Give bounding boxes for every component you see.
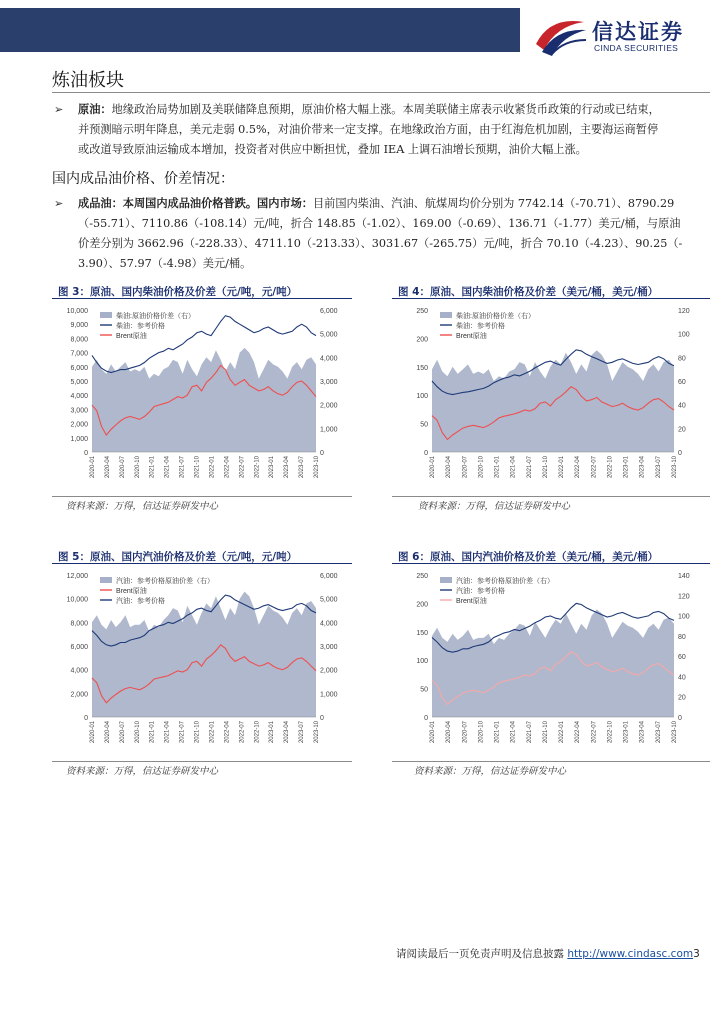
y-right-tick-label: 120 (678, 593, 690, 601)
x-tick-label: 2021-10 (542, 721, 549, 744)
y-right-tick-label: 3,000 (320, 379, 338, 386)
x-tick-label: 2020-10 (134, 456, 141, 479)
y-right-tick-label: 1,000 (320, 691, 338, 699)
figure-5-source: 资料来源：万得，信达证券研发中心 (66, 766, 219, 777)
y-left-tick-label: 250 (416, 573, 428, 580)
x-tick-label: 2021-01 (494, 721, 501, 744)
y-left-tick-label: 0 (424, 450, 428, 457)
chart-legend (440, 576, 554, 605)
y-right-tick-label: 4,000 (320, 355, 338, 363)
crude-paragraph (54, 100, 710, 160)
y-left-tick-label: 4,000 (70, 393, 88, 401)
bullet-arrow-icon: ➢ (54, 197, 64, 210)
x-tick-label: 2020-07 (119, 721, 126, 744)
crude-line-2: 并预测暗示明年降息，美元走弱 0.5%，对油价带来一定支撑。在地缘政治方面，由于红海危机加剧，主要海运商暂停 (78, 123, 659, 136)
legend-label: 柴油:原油价格价差（右） (456, 313, 535, 320)
legend-label: 柴油:原油价格价差（右） (116, 313, 195, 320)
x-tick-label: 2022-10 (607, 721, 614, 744)
x-tick-label: 2021-07 (179, 456, 186, 479)
x-tick-label: 2022-07 (239, 721, 246, 744)
y-left-tick-label: 6,000 (70, 644, 88, 651)
x-tick-label: 2021-04 (510, 721, 517, 744)
section-title: 炼油板块 (52, 70, 124, 91)
x-tick-label: 2020-01 (90, 456, 96, 479)
x-tick-label: 2020-10 (134, 721, 141, 744)
y-left-tick-label: 3,000 (70, 407, 88, 415)
x-tick-label: 2023-07 (655, 456, 662, 479)
legend-label: 柴油：参考价格 (456, 323, 505, 330)
y-right-tick-label: 20 (678, 426, 686, 434)
figure-3-rule (52, 298, 352, 299)
y-left-tick-label: 7,000 (70, 350, 88, 358)
x-tick-label: 2020-04 (104, 721, 111, 744)
y-right-tick-label: 6,000 (320, 573, 338, 580)
figure-6-title: 图 6：原油、国内汽油价格及价差（美元/桶，美元/桶） (398, 551, 659, 563)
y-left-tick-label: 5,000 (70, 379, 88, 386)
y-left-tick-label: 2,000 (70, 421, 88, 429)
y-right-tick-label: 0 (320, 715, 324, 722)
x-tick-label: 2020-10 (478, 721, 485, 744)
y-right-tick-label: 60 (678, 379, 686, 386)
x-tick-label: 2022-04 (224, 721, 231, 744)
chart-svg (392, 300, 710, 496)
figure-4-title: 图 4：原油、国内柴油价格及价差（美元/桶，美元/桶） (398, 286, 659, 298)
legend-label: 汽油：参考价格 (456, 588, 505, 595)
sub-title: 国内成品油价格、价差情况： (52, 171, 234, 187)
y-left-tick-label: 0 (84, 450, 88, 457)
x-tick-label: 2020-04 (446, 721, 453, 744)
crude-label: 原油： (78, 103, 112, 116)
x-tick-label: 2021-10 (194, 721, 201, 744)
legend-swatch (100, 577, 112, 583)
crude-line-3: 或改道导致原油运输成本增加，投资者对供应中断担忧，叠加 IEA 上调石油增长预期，油价大幅上涨。 (78, 143, 587, 156)
y-right-tick-label: 40 (678, 402, 686, 410)
products-paragraph (54, 194, 710, 274)
y-left-tick-label: 250 (416, 308, 428, 315)
y-left-tick-label: 12,000 (66, 573, 88, 580)
legend-label: 汽油：参考价格原油价差（右） (456, 578, 554, 585)
x-tick-label: 2022-01 (209, 456, 216, 479)
products-bold-text: 本周国内成品油价格普跌。国内市场： (122, 197, 313, 210)
legend-swatch (440, 577, 452, 583)
x-tick-label: 2021-01 (494, 456, 501, 479)
legend-label: Brent原油 (456, 333, 487, 340)
y-left-tick-label: 4,000 (70, 667, 88, 675)
y-right-tick-label: 120 (678, 308, 690, 315)
y-left-tick-label: 10,000 (66, 308, 88, 315)
legend-label: 汽油：参考价格 (116, 598, 165, 605)
products-label: 成品油： (78, 197, 123, 210)
y-left-tick-label: 8,000 (70, 620, 88, 628)
x-tick-label: 2023-01 (269, 456, 276, 479)
logo-text-cn: 信达证券 (592, 20, 684, 44)
y-right-tick-label: 0 (678, 715, 682, 722)
x-tick-label: 2023-07 (299, 721, 306, 744)
y-right-tick-label: 3,000 (320, 644, 338, 651)
products-line-1: 目前国内柴油、汽油、航煤周均价分别为 7742.14（-70.71）、8790.29 (312, 197, 675, 210)
legend-swatch (440, 312, 452, 318)
y-left-tick-label: 100 (416, 393, 428, 401)
figure-3-title: 图 3：原油、国内柴油价格及价差（元/吨，元/吨） (58, 286, 298, 298)
figure-6-chart (392, 565, 710, 761)
y-left-tick-label: 50 (420, 421, 428, 429)
section-divider (52, 92, 710, 93)
legend-label: Brent原油 (116, 588, 147, 595)
figure-4-source: 资料来源：万得，信达证券研发中心 (418, 501, 571, 512)
x-tick-label: 2020-04 (446, 456, 453, 479)
figure-6-rule (392, 563, 710, 564)
x-tick-label: 2023-10 (314, 721, 320, 744)
x-tick-label: 2023-10 (672, 456, 678, 479)
x-tick-label: 2020-01 (90, 721, 96, 744)
x-tick-label: 2021-07 (179, 721, 186, 744)
figure-5-rule (52, 563, 352, 564)
company-logo (532, 14, 712, 58)
y-right-tick-label: 6,000 (320, 308, 338, 315)
x-tick-label: 2022-10 (254, 456, 261, 479)
products-line-2: （-55.71）、7110.86（-108.14）元/吨，折合 148.85（-1.02）、169.00（-0.69）、136.71（-1.77）美元/桶，与原油 (78, 217, 681, 230)
x-tick-label: 2023-01 (623, 456, 630, 479)
x-tick-label: 2021-04 (510, 456, 517, 479)
products-line-3: 价差分别为 3662.96（-228.33）、4711.10（-213.33）、3031.67（-265.75）元/吨，折合 70.10（-4.23）、90.25（- (78, 237, 683, 250)
y-left-tick-label: 9,000 (70, 322, 88, 330)
logo-emblem-icon (532, 14, 588, 58)
x-tick-label: 2021-10 (194, 456, 201, 479)
footer-disclaimer: 请阅读最后一页免责声明及信息披露 (396, 948, 564, 960)
y-left-tick-label: 200 (416, 336, 428, 344)
x-tick-label: 2020-07 (119, 456, 126, 479)
x-tick-label: 2022-07 (239, 456, 246, 479)
x-tick-label: 2022-04 (575, 456, 582, 479)
figure-4-rule (392, 298, 710, 299)
series-area-spread (432, 610, 674, 718)
x-tick-label: 2022-10 (607, 456, 614, 479)
y-right-tick-label: 5,000 (320, 331, 338, 339)
x-tick-label: 2022-01 (209, 721, 216, 744)
x-tick-label: 2023-01 (623, 721, 630, 744)
page-footer (396, 946, 700, 961)
products-line-4: 3.90）、57.97（-4.98）美元/桶。 (78, 257, 252, 270)
chart-svg (52, 300, 352, 496)
y-left-tick-label: 0 (424, 715, 428, 722)
y-left-tick-label: 10,000 (66, 596, 88, 604)
y-left-tick-label: 6,000 (70, 364, 88, 372)
y-right-tick-label: 0 (320, 450, 324, 457)
x-tick-label: 2023-07 (299, 456, 306, 479)
y-right-tick-label: 20 (678, 694, 686, 702)
x-tick-label: 2021-07 (526, 456, 533, 479)
y-right-tick-label: 140 (678, 573, 690, 580)
x-tick-label: 2022-04 (575, 721, 582, 744)
y-right-tick-label: 100 (678, 613, 690, 621)
figure-3-bottom-rule (52, 496, 352, 497)
y-right-tick-label: 100 (678, 331, 690, 339)
x-tick-label: 2021-01 (149, 721, 156, 744)
x-tick-label: 2022-10 (254, 721, 261, 744)
x-tick-label: 2022-01 (559, 721, 566, 744)
bullet-arrow-icon: ➢ (54, 103, 64, 116)
figure-3-source: 资料来源：万得，信达证券研发中心 (66, 501, 219, 512)
figure-4-bottom-rule (392, 496, 710, 497)
figure-4-chart (392, 300, 710, 496)
figure-5-chart (52, 565, 352, 761)
x-tick-label: 2020-07 (462, 721, 469, 744)
figure-6-source: 资料来源：万得，信达证券研发中心 (414, 766, 567, 777)
y-right-tick-label: 80 (678, 633, 686, 641)
page-number: 3 (693, 948, 700, 960)
x-tick-label: 2020-04 (104, 456, 111, 479)
y-left-tick-label: 8,000 (70, 336, 88, 344)
chart-legend (100, 576, 214, 605)
y-right-tick-label: 1,000 (320, 426, 338, 434)
chart-svg (52, 565, 352, 761)
footer-link[interactable]: http://www.cindasc.com (567, 948, 694, 960)
y-right-tick-label: 60 (678, 654, 686, 662)
legend-label: 汽油：参考价格原油价差（右） (116, 578, 214, 585)
x-tick-label: 2020-01 (430, 456, 436, 479)
y-left-tick-label: 200 (416, 601, 428, 609)
crude-line-1: 地缘政治局势加剧及美联储降息预期，原油价格大幅上涨。本周美联储主席表示收紧货币政策的行动或已结束， (111, 103, 660, 116)
y-right-tick-label: 40 (678, 674, 686, 682)
y-right-tick-label: 0 (678, 450, 682, 457)
x-tick-label: 2023-04 (284, 456, 291, 479)
legend-label: Brent原油 (456, 598, 487, 605)
x-tick-label: 2021-01 (149, 456, 156, 479)
y-left-tick-label: 50 (420, 686, 428, 694)
legend-swatch (100, 312, 112, 318)
y-right-tick-label: 5,000 (320, 596, 338, 604)
logo-text-en: CINDA SECURITIES (594, 43, 679, 53)
y-right-tick-label: 4,000 (320, 620, 338, 628)
y-left-tick-label: 150 (416, 629, 428, 637)
y-left-tick-label: 0 (84, 715, 88, 722)
x-tick-label: 2023-04 (639, 456, 646, 479)
series-area-spread (92, 348, 316, 452)
x-tick-label: 2022-07 (591, 456, 598, 479)
series-area-spread (432, 350, 674, 452)
y-right-tick-label: 2,000 (320, 402, 338, 410)
chart-legend (100, 311, 195, 340)
header-bar (0, 8, 520, 52)
x-tick-label: 2021-07 (526, 721, 533, 744)
x-tick-label: 2023-01 (269, 721, 276, 744)
x-tick-label: 2021-04 (164, 721, 171, 744)
x-tick-label: 2023-04 (639, 721, 646, 744)
y-left-tick-label: 1,000 (70, 435, 88, 443)
legend-label: 柴油：参考价格 (116, 323, 165, 330)
figure-5-title: 图 5：原油、国内汽油价格及价差（元/吨，元/吨） (58, 551, 298, 563)
legend-label: Brent原油 (116, 333, 147, 340)
x-tick-label: 2023-07 (655, 721, 662, 744)
y-left-tick-label: 100 (416, 658, 428, 666)
x-tick-label: 2022-04 (224, 456, 231, 479)
x-tick-label: 2020-10 (478, 456, 485, 479)
x-tick-label: 2022-07 (591, 721, 598, 744)
y-left-tick-label: 150 (416, 364, 428, 372)
y-right-tick-label: 80 (678, 355, 686, 363)
figure-3-chart (52, 300, 352, 496)
x-tick-label: 2023-10 (672, 721, 678, 744)
y-right-tick-label: 2,000 (320, 667, 338, 675)
x-tick-label: 2022-01 (559, 456, 566, 479)
y-left-tick-label: 2,000 (70, 691, 88, 699)
chart-svg (392, 565, 710, 761)
figure-5-bottom-rule (52, 761, 352, 762)
x-tick-label: 2021-04 (164, 456, 171, 479)
x-tick-label: 2021-10 (542, 456, 549, 479)
x-tick-label: 2020-01 (430, 721, 436, 744)
x-tick-label: 2023-04 (284, 721, 291, 744)
chart-legend (440, 311, 535, 340)
x-tick-label: 2020-07 (462, 456, 469, 479)
x-tick-label: 2023-10 (314, 456, 320, 479)
figure-6-bottom-rule (392, 761, 710, 762)
